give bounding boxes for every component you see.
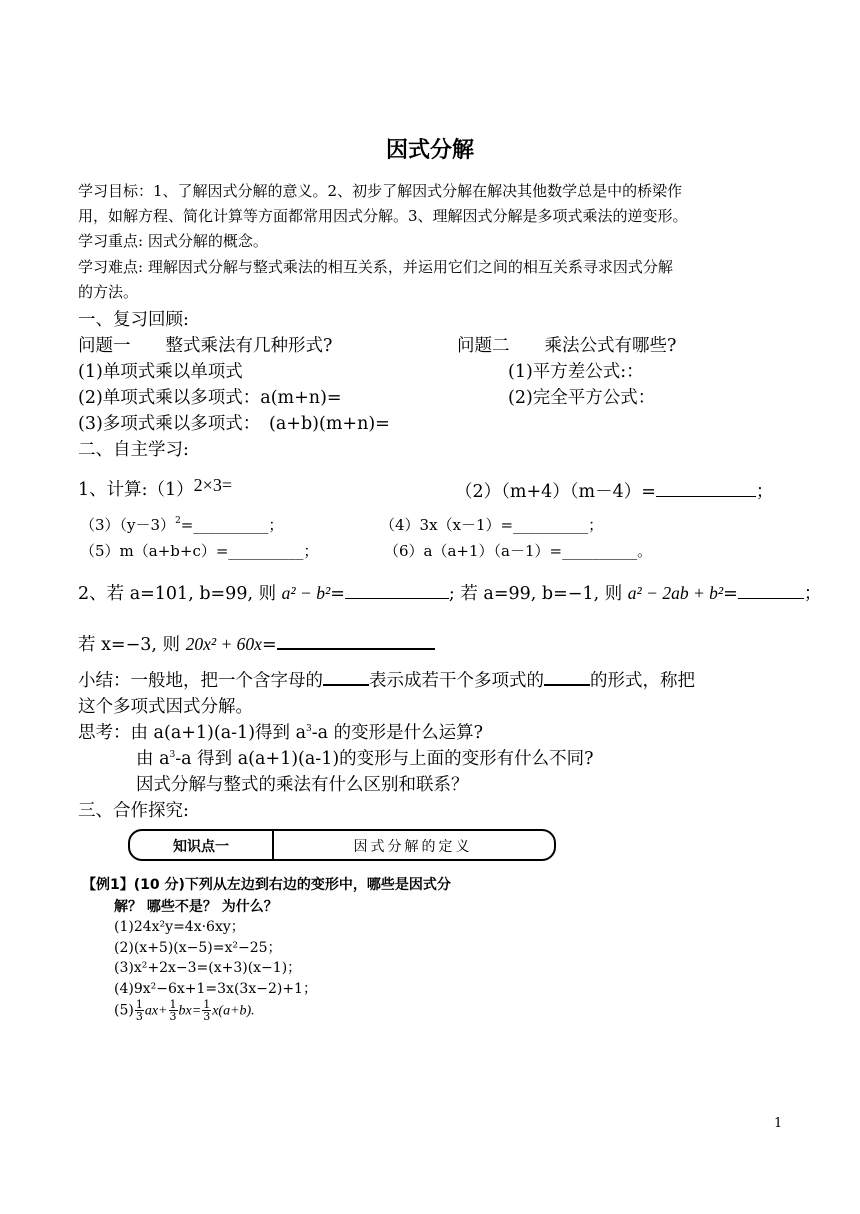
summary-text-b: 表示成若干个多项式的 — [369, 671, 544, 691]
think-1 — [78, 719, 483, 744]
fraction-numerator: 1 — [203, 998, 211, 1011]
calc-label: 1、计算:（1） — [78, 480, 194, 500]
question-3 — [78, 631, 435, 656]
calc-6: （6）a（a+1）（a－1）=__________。 — [384, 542, 653, 560]
calc-3-blank: =__________； — [180, 516, 284, 534]
fraction-denominator: 3 — [203, 1010, 211, 1023]
review-3a: (3)多项式乘以多项式： (a+b)(m+n)= — [78, 414, 390, 434]
example-item-3: (3)x²+2x−3=(x+3)(x−1)； — [114, 960, 302, 976]
think-1-text-b: -a 的变形是什么运算? — [311, 723, 484, 743]
summary-blank-2[interactable] — [544, 670, 590, 686]
fraction-one-third — [169, 999, 178, 1022]
calc-5: （5）m（a+b+c）=__________； — [80, 542, 319, 560]
example-heading-2: 解？ 哪些不是？ 为什么？ — [114, 899, 278, 915]
answer-blank[interactable] — [656, 482, 756, 497]
summary-text-a: 小结：一般地，把一个含字母的 — [78, 671, 323, 691]
question-one: 问题一 整式乘法有几种形式? — [78, 336, 333, 356]
goals-line1: 学习目标：1、了解因式分解的意义。2、初步了解因式分解在解决其他数学总是中的桥梁作 — [78, 182, 683, 200]
example-item-2: (2)(x+5)(x−5)=x²−25； — [114, 940, 282, 956]
answer-blank[interactable] — [738, 584, 804, 599]
fraction-numerator: 1 — [135, 998, 143, 1011]
question-2-text-2: ; 若 a=99, b=−1, 则 — [448, 584, 623, 604]
review-1b: (1)平方差公式:： — [508, 362, 644, 382]
goals-difficulty-2: 的方法。 — [78, 283, 139, 301]
think-2-text-a: 由 a — [136, 749, 170, 769]
knowledge-point-label: 知识点一 — [173, 839, 229, 855]
summary-blank-1[interactable] — [323, 670, 369, 686]
summary-line-1 — [78, 667, 695, 692]
question-two: 问题二 乘法公式有哪些? — [457, 336, 677, 356]
fraction-numerator: 1 — [169, 998, 177, 1011]
knowledge-point-banner — [128, 829, 556, 861]
calc-1 — [78, 476, 232, 501]
fraction-one-third — [135, 999, 144, 1022]
review-2a: (2)单项式乘以多项式：a(m+n)= — [78, 388, 342, 408]
think-2-exponent: 3 — [169, 750, 176, 760]
question-2-expression-2: a² − 2ab + b² — [627, 583, 724, 603]
calc-4: （4）3x（x－1）=__________； — [380, 516, 604, 534]
section1-heading: 一、复习回顾: — [78, 310, 189, 330]
question-2-equals-2: = — [723, 584, 738, 604]
example-heading: 【例1】(10 分)下列从左边到右边的变形中，哪些是因式分 — [82, 877, 451, 893]
review-2b: (2)完全平方公式： — [508, 388, 656, 408]
goals-difficulty-1: 学习难点: 理解因式分解与整式乘法的相互关系，并运用它们之间的相互关系寻求因式分解 — [78, 258, 673, 276]
think-1-exponent: 3 — [306, 724, 312, 734]
question-2-equals-1: = — [330, 584, 345, 604]
calc-2 — [455, 478, 773, 503]
question-2-expression-1: a² − b² — [281, 583, 331, 603]
page-number: 1 — [774, 1116, 783, 1131]
fraction-denominator: 3 — [169, 1010, 177, 1023]
example-item-5 — [114, 999, 255, 1022]
goals-focus: 学习重点: 因式分解的概念。 — [78, 232, 268, 250]
answer-blank[interactable] — [277, 634, 435, 650]
review-1a: (1)单项式乘以单项式 — [78, 362, 243, 382]
section2-heading: 二、自主学习: — [78, 440, 189, 460]
calc-3 — [80, 514, 283, 535]
page-title: 因式分解 — [385, 137, 474, 163]
goals-line2: 用，如解方程、简化计算等方面都常用因式分解。3、理解因式分解是多项式乘法的逆变形。 — [78, 207, 688, 225]
fraction-denominator: 3 — [135, 1010, 143, 1023]
question-2-text-1: 2、若 a=101, b=99, 则 — [78, 584, 277, 604]
item-5-term-c: x(a+b). — [212, 1003, 255, 1019]
knowledge-point-title: 因式分解的定义 — [353, 839, 473, 855]
item-5-term-a: ax+ — [144, 1003, 168, 1019]
example-item-1: (1)24x²y=4x·6xy； — [114, 919, 245, 935]
calc-2-expression: （2）（m+4）（m－4）= — [455, 482, 656, 502]
calc-3-exponent: 2 — [175, 516, 181, 526]
question-3-expression: 20x² + 60x — [185, 634, 262, 654]
summary-text-c: 的形式，称把 — [590, 671, 695, 691]
example-item-4: (4)9x²−6x+1=3x(3x−2)+1； — [114, 981, 317, 997]
question-2-end: ； — [803, 584, 822, 604]
calc-3-expression: （3）（y－3） — [80, 516, 176, 534]
item-5-term-b: bx= — [178, 1003, 202, 1019]
section3-heading: 三、合作探究: — [78, 801, 189, 821]
question-3-equals: = — [261, 635, 277, 655]
item-5-label: (5) — [114, 1002, 134, 1019]
question-2 — [78, 580, 821, 605]
think-2 — [136, 745, 594, 770]
summary-line-2: 这个多项式因式分解。 — [78, 697, 253, 717]
question-3-text: 若 x=−3, 则 — [78, 635, 181, 655]
calc-2-end: ； — [755, 482, 774, 502]
think-1-text-a: 思考：由 a(a+1)(a-1)得到 a — [78, 723, 307, 743]
calc-1-expression: 2×3= — [193, 475, 232, 495]
think-3: 因式分解与整式的乘法有什么区别和联系？ — [136, 775, 469, 795]
fraction-one-third — [202, 999, 211, 1022]
answer-blank[interactable] — [345, 584, 449, 599]
think-2-text-b: -a 得到 a(a+1)(a-1)的变形与上面的变形有什么不同? — [175, 749, 594, 769]
